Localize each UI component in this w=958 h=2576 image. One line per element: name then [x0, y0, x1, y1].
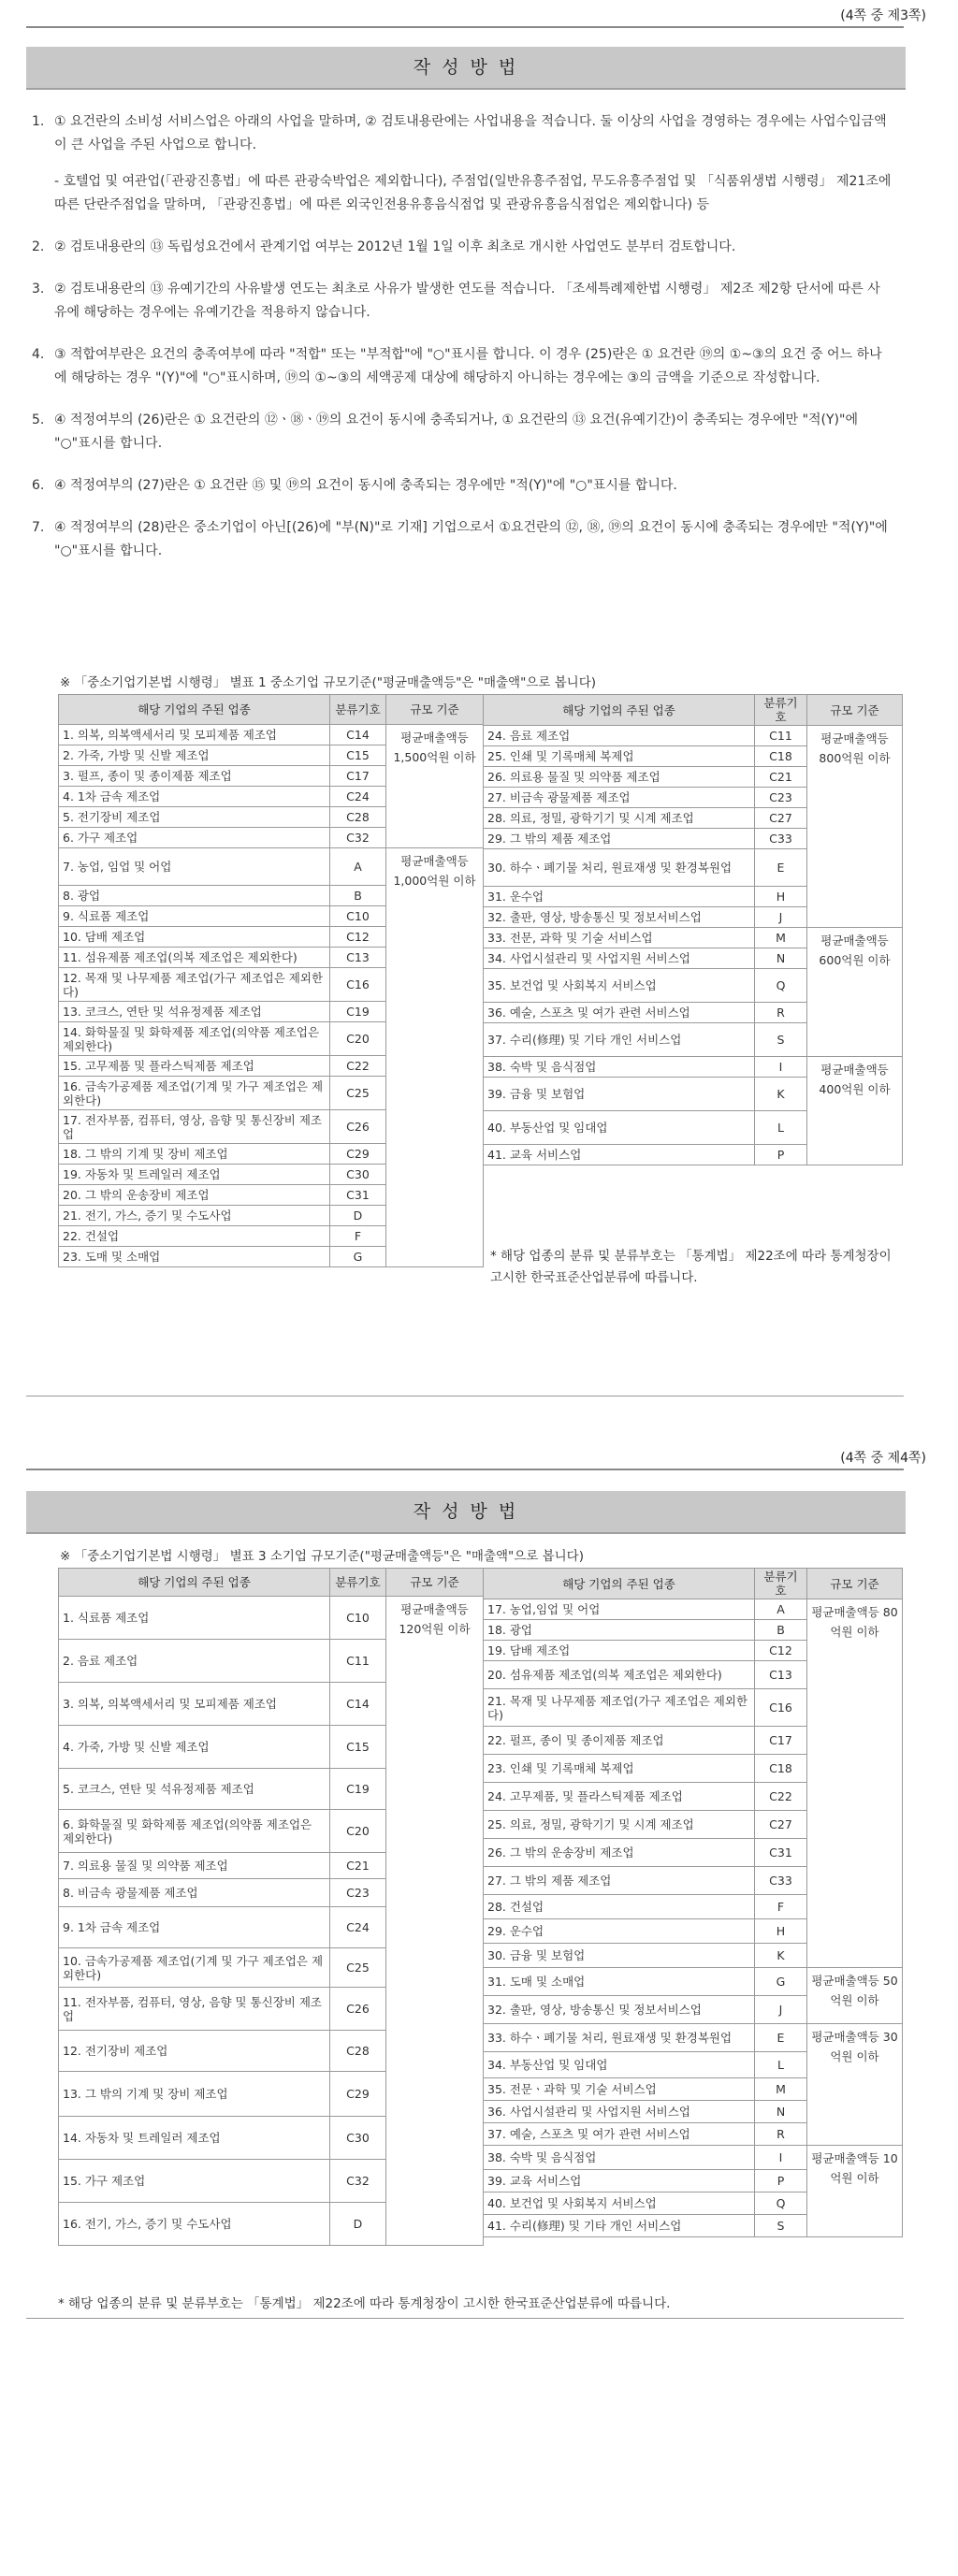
industry-cell: 11. 섬유제품 제조업(의복 제조업은 제외한다) [59, 948, 330, 968]
industry-cell: 9. 식료품 제조업 [59, 906, 330, 927]
instructions-list [32, 110, 893, 563]
table-row [484, 2024, 903, 2052]
industry-cell: 39. 교육 서비스업 [484, 2170, 755, 2192]
industry-cell: 37. 수리(修理) 및 기타 개인 서비스업 [484, 1023, 755, 1057]
code-cell: B [330, 886, 386, 906]
code-cell: C25 [330, 1948, 386, 1988]
industry-cell: 3. 의복, 의복액세서리 및 모피제품 제조업 [59, 1683, 330, 1726]
sme-size-table-left [58, 694, 484, 1267]
code-cell: L [755, 2052, 807, 2078]
code-cell: C11 [330, 1640, 386, 1683]
table-row [484, 726, 903, 746]
instruction-item: 2. ② 검토내용란의 ⑬ 독립성요건에서 관계기업 여부는 2012년 1월 1일 이후 최초로 개시한 사업연도 분부터 검토합니다. [32, 239, 736, 254]
code-cell: H [755, 887, 807, 907]
code-cell: G [755, 1968, 807, 1996]
industry-cell: 12. 전기장비 제조업 [59, 2031, 330, 2072]
code-cell: C18 [755, 746, 807, 767]
industry-cell: 2. 음료 제조업 [59, 1640, 330, 1683]
page-bottom-divider [26, 1396, 904, 1397]
industry-cell: 7. 농업, 임업 및 어업 [59, 848, 330, 886]
code-cell: C12 [755, 1641, 807, 1661]
code-cell: C15 [330, 1726, 386, 1769]
code-cell: I [755, 2146, 807, 2170]
size-standard-cell: 평균매출액등 1,500억원 이하 [386, 725, 484, 848]
industry-cell: 26. 의료용 물질 및 의약품 제조업 [484, 767, 755, 788]
industry-cell: 19. 담배 제조업 [484, 1641, 755, 1661]
code-cell: A [330, 848, 386, 886]
industry-cell: 20. 그 밖의 운송장비 제조업 [59, 1185, 330, 1206]
industry-cell: 14. 자동차 및 트레일러 제조업 [59, 2117, 330, 2160]
instruction-item: 7. ④ 적정여부의 (28)란은 중소기업이 아닌[(26)에 "부(N)"로 기재] 기업으로서 ①요건란의 ⑫, ⑱, ⑲의 요건이 동시에 충족되는 경우에만 "적(Y)"에 "○"표시를 합니다. [32, 520, 888, 558]
industry-cell: 35. 전문ㆍ과학 및 기술 서비스업 [484, 2078, 755, 2101]
instruction-item: 4. ③ 적합여부란은 요건의 충족여부에 따라 "적합" 또는 "부적합"에 "○"표시를 합니다. 이 경우 (25)란은 ① 요건란 ⑲의 ①~③의 요건 중 어느 하나에 해당하는 경우 "(Y)"에 "○"표시하며, ⑲의 ①~③의 세액공제 대상에 해당하지 아니하는 경우에는 ③의 금액을 기준으로 작성합니다. [32, 347, 882, 385]
industry-cell: 7. 의료용 물질 및 의약품 제조업 [59, 1853, 330, 1879]
industry-cell: 32. 출판, 영상, 방송통신 및 정보서비스업 [484, 1996, 755, 2024]
header-code: 분류기호 [330, 695, 386, 725]
page-number-label: (4쪽 중 제3쪽) [840, 8, 926, 23]
header-code: 분류기호 [755, 1569, 807, 1599]
code-cell: N [755, 948, 807, 969]
code-cell: Q [755, 969, 807, 1003]
header-code: 분류기호 [755, 695, 807, 726]
industry-cell: 20. 섬유제품 제조업(의복 제조업은 제외한다) [484, 1661, 755, 1689]
code-cell: B [755, 1620, 807, 1641]
code-cell: C21 [755, 767, 807, 788]
industry-cell: 26. 그 밖의 운송장비 제조업 [484, 1839, 755, 1867]
code-cell: C23 [755, 788, 807, 808]
code-cell: E [755, 2024, 807, 2052]
industry-cell: 15. 고무제품 및 플라스틱제품 제조업 [59, 1056, 330, 1077]
code-cell: C30 [330, 1165, 386, 1185]
header-code: 분류기호 [330, 1569, 386, 1597]
instruction-subitem: - 호텔업 및 여관업(「관광진흥법」에 따른 관광숙박업은 제외합니다), 주점업(일반유흥주점업, 무도유흥주점업 및 「식품위생법 시행령」 제21조에 따른 단란주점업을 말하며, 「관광진흥법」에 따른 외국인전용유흥음식점업 및 관광유흥음식점업은 제외합니다) 등 [54, 174, 892, 212]
industry-cell: 10. 담배 제조업 [59, 927, 330, 948]
code-cell: C13 [330, 948, 386, 968]
header-standard: 규모 기준 [386, 695, 484, 725]
code-cell: C20 [330, 1022, 386, 1056]
industry-cell: 24. 고무제품, 및 플라스틱제품 제조업 [484, 1783, 755, 1811]
instruction-item: 5. ④ 적정여부의 (26)란은 ① 요건란의 ⑫ㆍ⑱ㆍ⑲의 요건이 동시에 충족되거나, ① 요건란의 ⑬ 요건(유예기간)이 충족되는 경우에만 "적(Y)"에 "○"표시를 합니다. [32, 412, 858, 451]
code-cell: C18 [755, 1755, 807, 1783]
code-cell: P [755, 2170, 807, 2192]
code-cell: C33 [755, 829, 807, 849]
table-footnote: * 해당 업종의 분류 및 분류부호는 「통계법」 제22조에 따라 통계청장이 고시한 한국표준산업분류에 따릅니다. [490, 1249, 892, 1285]
industry-cell: 18. 광업 [484, 1620, 755, 1641]
industry-cell: 17. 농업,임업 및 어업 [484, 1599, 755, 1620]
code-cell: N [755, 2101, 807, 2123]
small-business-table-left [58, 1568, 484, 2246]
code-cell: C14 [330, 1683, 386, 1726]
industry-cell: 23. 인쇄 및 기록매체 복제업 [484, 1755, 755, 1783]
code-cell: S [755, 1023, 807, 1057]
industry-cell: 40. 부동산업 및 임대업 [484, 1111, 755, 1145]
industry-cell: 40. 보건업 및 사회복지 서비스업 [484, 2192, 755, 2215]
table-row [484, 928, 903, 948]
size-standard-cell: 평균매출액등 1,000억원 이하 [386, 848, 484, 1267]
page-number-label: (4쪽 중 제4쪽) [840, 1451, 926, 1466]
size-standard-cell: 평균매출액등 400억원 이하 [807, 1057, 903, 1165]
code-cell: F [755, 1895, 807, 1919]
code-cell: C10 [330, 906, 386, 927]
industry-cell: 14. 화학물질 및 화학제품 제조업(의약품 제조업은 제외한다) [59, 1022, 330, 1056]
code-cell: E [755, 849, 807, 887]
code-cell: J [755, 1996, 807, 2024]
code-cell: C19 [330, 1769, 386, 1810]
industry-cell: 10. 금속가공제품 제조업(기계 및 가구 제조업은 제외한다) [59, 1948, 330, 1988]
table-row [484, 1968, 903, 1996]
table-row [59, 848, 484, 886]
page-bottom-divider [26, 2318, 904, 2319]
industry-cell: 31. 운수업 [484, 887, 755, 907]
code-cell: C28 [330, 807, 386, 828]
industry-cell: 23. 도매 및 소매업 [59, 1247, 330, 1267]
code-cell: D [330, 2203, 386, 2246]
code-cell: C25 [330, 1077, 386, 1110]
code-cell: C20 [330, 1810, 386, 1853]
industry-cell: 3. 펄프, 종이 및 종이제품 제조업 [59, 766, 330, 787]
industry-cell: 15. 가구 제조업 [59, 2160, 330, 2203]
code-cell: C26 [330, 1110, 386, 1144]
size-standard-cell: 평균매출액등 10억원 이하 [807, 2146, 903, 2237]
industry-cell: 37. 예술, 스포츠 및 여가 관련 서비스업 [484, 2123, 755, 2146]
code-cell: K [755, 1944, 807, 1968]
industry-cell: 25. 의료, 정밀, 광학기기 및 시계 제조업 [484, 1811, 755, 1839]
size-standard-cell: 평균매출액등 120억원 이하 [386, 1597, 484, 2246]
industry-cell: 5. 전기장비 제조업 [59, 807, 330, 828]
instruction-item: 6. ④ 적정여부의 (27)란은 ① 요건란 ⑮ 및 ⑲의 요건이 동시에 충족되는 경우에만 "적(Y)"에 "○"표시를 합니다. [32, 478, 677, 493]
code-cell: M [755, 928, 807, 948]
table-row [484, 1057, 903, 1078]
header-industry: 해당 기업의 주된 업종 [484, 695, 755, 726]
industry-cell: 16. 금속가공제품 제조업(기계 및 가구 제조업은 제외한다) [59, 1077, 330, 1110]
industry-cell: 38. 숙박 및 음식점업 [484, 2146, 755, 2170]
small-business-table-right [483, 1568, 903, 2237]
code-cell: C14 [330, 725, 386, 745]
sme-size-table-right [483, 694, 903, 1165]
size-standard-cell: 평균매출액등 30억원 이하 [807, 2024, 903, 2146]
code-cell: C24 [330, 1907, 386, 1948]
code-cell: P [755, 1145, 807, 1165]
code-cell: M [755, 2078, 807, 2101]
header-standard: 규모 기준 [807, 695, 903, 726]
industry-cell: 16. 전기, 가스, 증기 및 수도사업 [59, 2203, 330, 2246]
code-cell: R [755, 1003, 807, 1023]
table-footnote: * 해당 업종의 분류 및 분류부호는 「통계법」 제22조에 따라 통계청장이 고시한 한국표준산업분류에 따릅니다. [58, 2296, 671, 2311]
industry-cell: 18. 그 밖의 기계 및 장비 제조업 [59, 1144, 330, 1165]
header-standard: 규모 기준 [807, 1569, 903, 1599]
industry-cell: 36. 사업시설관리 및 사업지원 서비스업 [484, 2101, 755, 2123]
industry-cell: 8. 비금속 광물제품 제조업 [59, 1879, 330, 1907]
industry-cell: 13. 코크스, 연탄 및 석유정제품 제조업 [59, 1002, 330, 1022]
code-cell: C31 [330, 1185, 386, 1206]
industry-cell: 35. 보건업 및 사회복지 서비스업 [484, 969, 755, 1003]
header-standard: 규모 기준 [386, 1569, 484, 1597]
industry-cell: 19. 자동차 및 트레일러 제조업 [59, 1165, 330, 1185]
table-row [484, 2146, 903, 2170]
industry-cell: 2. 가죽, 가방 및 신발 제조업 [59, 745, 330, 766]
code-cell: C24 [330, 787, 386, 807]
code-cell: C13 [755, 1661, 807, 1689]
instruction-item: 3. ② 검토내용란의 ⑬ 유예기간의 사유발생 연도는 최초로 사유가 발생한 연도를 적습니다. 「조세특례제한법 시행령」 제2조 제2항 단서에 따른 사유에 해당하는 경우에는 유예기간을 적용하지 않습니다. [32, 282, 880, 320]
industry-cell: 12. 목재 및 나무제품 제조업(가구 제조업은 제외한다) [59, 968, 330, 1002]
code-cell: C19 [330, 1002, 386, 1022]
code-cell: C30 [330, 2117, 386, 2160]
header-industry: 해당 기업의 주된 업종 [484, 1569, 755, 1599]
size-standard-cell: 평균매출액등 50억원 이하 [807, 1968, 903, 2024]
code-cell: H [755, 1919, 807, 1944]
industry-cell: 27. 비금속 광물제품 제조업 [484, 788, 755, 808]
instruction-item: 1. ① 요건란의 소비성 서비스업은 아래의 사업을 말하며, ② 검토내용란에는 사업내용을 적습니다. 둘 이상의 사업을 경영하는 경우에는 사업수입금액이 큰 사업을 주된 사업으로 합니다. [32, 114, 887, 152]
industry-cell: 31. 도매 및 소매업 [484, 1968, 755, 1996]
industry-cell: 1. 의복, 의복액세서리 및 모피제품 제조업 [59, 725, 330, 745]
code-cell: G [330, 1247, 386, 1267]
industry-cell: 22. 펄프, 종이 및 종이제품 제조업 [484, 1727, 755, 1755]
code-cell: C29 [330, 2072, 386, 2117]
industry-cell: 41. 수리(修理) 및 기타 개인 서비스업 [484, 2215, 755, 2237]
header-industry: 해당 기업의 주된 업종 [59, 695, 330, 725]
table-note: ※ 「중소기업기본법 시행령」 별표 3 소기업 규모기준("평균매출액등"은 "매출액"으로 봅니다) [60, 1549, 584, 1564]
industry-cell: 39. 금융 및 보험업 [484, 1078, 755, 1111]
table-row [59, 1597, 484, 1640]
industry-cell: 13. 그 밖의 기계 및 장비 제조업 [59, 2072, 330, 2117]
code-cell: C16 [330, 968, 386, 1002]
industry-cell: 24. 음료 제조업 [484, 726, 755, 746]
header-industry: 해당 기업의 주된 업종 [59, 1569, 330, 1597]
industry-cell: 33. 하수ㆍ폐기물 처리, 원료재생 및 환경복원업 [484, 2024, 755, 2052]
code-cell: C26 [330, 1988, 386, 2031]
industry-cell: 28. 의료, 정밀, 광학기기 및 시계 제조업 [484, 808, 755, 829]
industry-cell: 9. 1차 금속 제조업 [59, 1907, 330, 1948]
industry-cell: 38. 숙박 및 음식점업 [484, 1057, 755, 1078]
code-cell: C22 [755, 1783, 807, 1811]
industry-cell: 36. 예술, 스포츠 및 여가 관련 서비스업 [484, 1003, 755, 1023]
code-cell: L [755, 1111, 807, 1145]
industry-cell: 30. 금융 및 보험업 [484, 1944, 755, 1968]
industry-cell: 29. 운수업 [484, 1919, 755, 1944]
code-cell: C32 [330, 828, 386, 848]
code-cell: C31 [755, 1839, 807, 1867]
size-standard-cell: 평균매출액등 80억원 이하 [807, 1599, 903, 1968]
code-cell: S [755, 2215, 807, 2237]
industry-cell: 27. 그 밖의 제품 제조업 [484, 1867, 755, 1895]
industry-cell: 8. 광업 [59, 886, 330, 906]
code-cell: C33 [755, 1867, 807, 1895]
table-note: ※ 「중소기업기본법 시행령」 별표 1 중소기업 규모기준("평균매출액등"은 "매출액"으로 봅니다) [60, 675, 597, 690]
industry-cell: 1. 식료품 제조업 [59, 1597, 330, 1640]
industry-cell: 33. 전문, 과학 및 기술 서비스업 [484, 928, 755, 948]
industry-cell: 34. 사업시설관리 및 사업지원 서비스업 [484, 948, 755, 969]
top-divider [26, 1469, 904, 1470]
code-cell: C15 [330, 745, 386, 766]
code-cell: D [330, 1206, 386, 1226]
table-row [484, 1599, 903, 1620]
top-divider [26, 26, 904, 28]
code-cell: F [330, 1226, 386, 1247]
size-standard-cell: 평균매출액등 800억원 이하 [807, 726, 903, 928]
industry-cell: 6. 가구 제조업 [59, 828, 330, 848]
industry-cell: 21. 목재 및 나무제품 제조업(가구 제조업은 제외한다) [484, 1689, 755, 1727]
code-cell: C11 [755, 726, 807, 746]
industry-cell: 5. 코크스, 연탄 및 석유정제품 제조업 [59, 1769, 330, 1810]
industry-cell: 30. 하수ㆍ폐기물 처리, 원료재생 및 환경복원업 [484, 849, 755, 887]
industry-cell: 22. 건설업 [59, 1226, 330, 1247]
code-cell: J [755, 907, 807, 928]
industry-cell: 6. 화학물질 및 화학제품 제조업(의약품 제조업은 제외한다) [59, 1810, 330, 1853]
code-cell: Q [755, 2192, 807, 2215]
code-cell: C27 [755, 808, 807, 829]
code-cell: K [755, 1078, 807, 1111]
code-cell: C17 [330, 766, 386, 787]
code-cell: C17 [755, 1727, 807, 1755]
table-row [59, 725, 484, 745]
industry-cell: 4. 1차 금속 제조업 [59, 787, 330, 807]
section-title-bar: 작 성 방 법 [26, 1491, 906, 1534]
code-cell: C22 [330, 1056, 386, 1077]
industry-cell: 29. 그 밖의 제품 제조업 [484, 829, 755, 849]
industry-cell: 4. 가죽, 가방 및 신발 제조업 [59, 1726, 330, 1769]
industry-cell: 11. 전자부품, 컴퓨터, 영상, 음향 및 통신장비 제조업 [59, 1988, 330, 2031]
industry-cell: 41. 교육 서비스업 [484, 1145, 755, 1165]
code-cell: C27 [755, 1811, 807, 1839]
industry-cell: 25. 인쇄 및 기록매체 복제업 [484, 746, 755, 767]
industry-cell: 32. 출판, 영상, 방송통신 및 정보서비스업 [484, 907, 755, 928]
code-cell: I [755, 1057, 807, 1078]
code-cell: R [755, 2123, 807, 2146]
code-cell: C23 [330, 1879, 386, 1907]
industry-cell: 21. 전기, 가스, 증기 및 수도사업 [59, 1206, 330, 1226]
code-cell: C21 [330, 1853, 386, 1879]
code-cell: C28 [330, 2031, 386, 2072]
code-cell: A [755, 1599, 807, 1620]
industry-cell: 34. 부동산업 및 임대업 [484, 2052, 755, 2078]
code-cell: C29 [330, 1144, 386, 1165]
industry-cell: 17. 전자부품, 컴퓨터, 영상, 음향 및 통신장비 제조업 [59, 1110, 330, 1144]
industry-cell: 28. 건설업 [484, 1895, 755, 1919]
code-cell: C12 [330, 927, 386, 948]
code-cell: C10 [330, 1597, 386, 1640]
code-cell: C32 [330, 2160, 386, 2203]
code-cell: C16 [755, 1689, 807, 1727]
size-standard-cell: 평균매출액등 600억원 이하 [807, 928, 903, 1057]
section-title-bar: 작 성 방 법 [26, 47, 906, 90]
